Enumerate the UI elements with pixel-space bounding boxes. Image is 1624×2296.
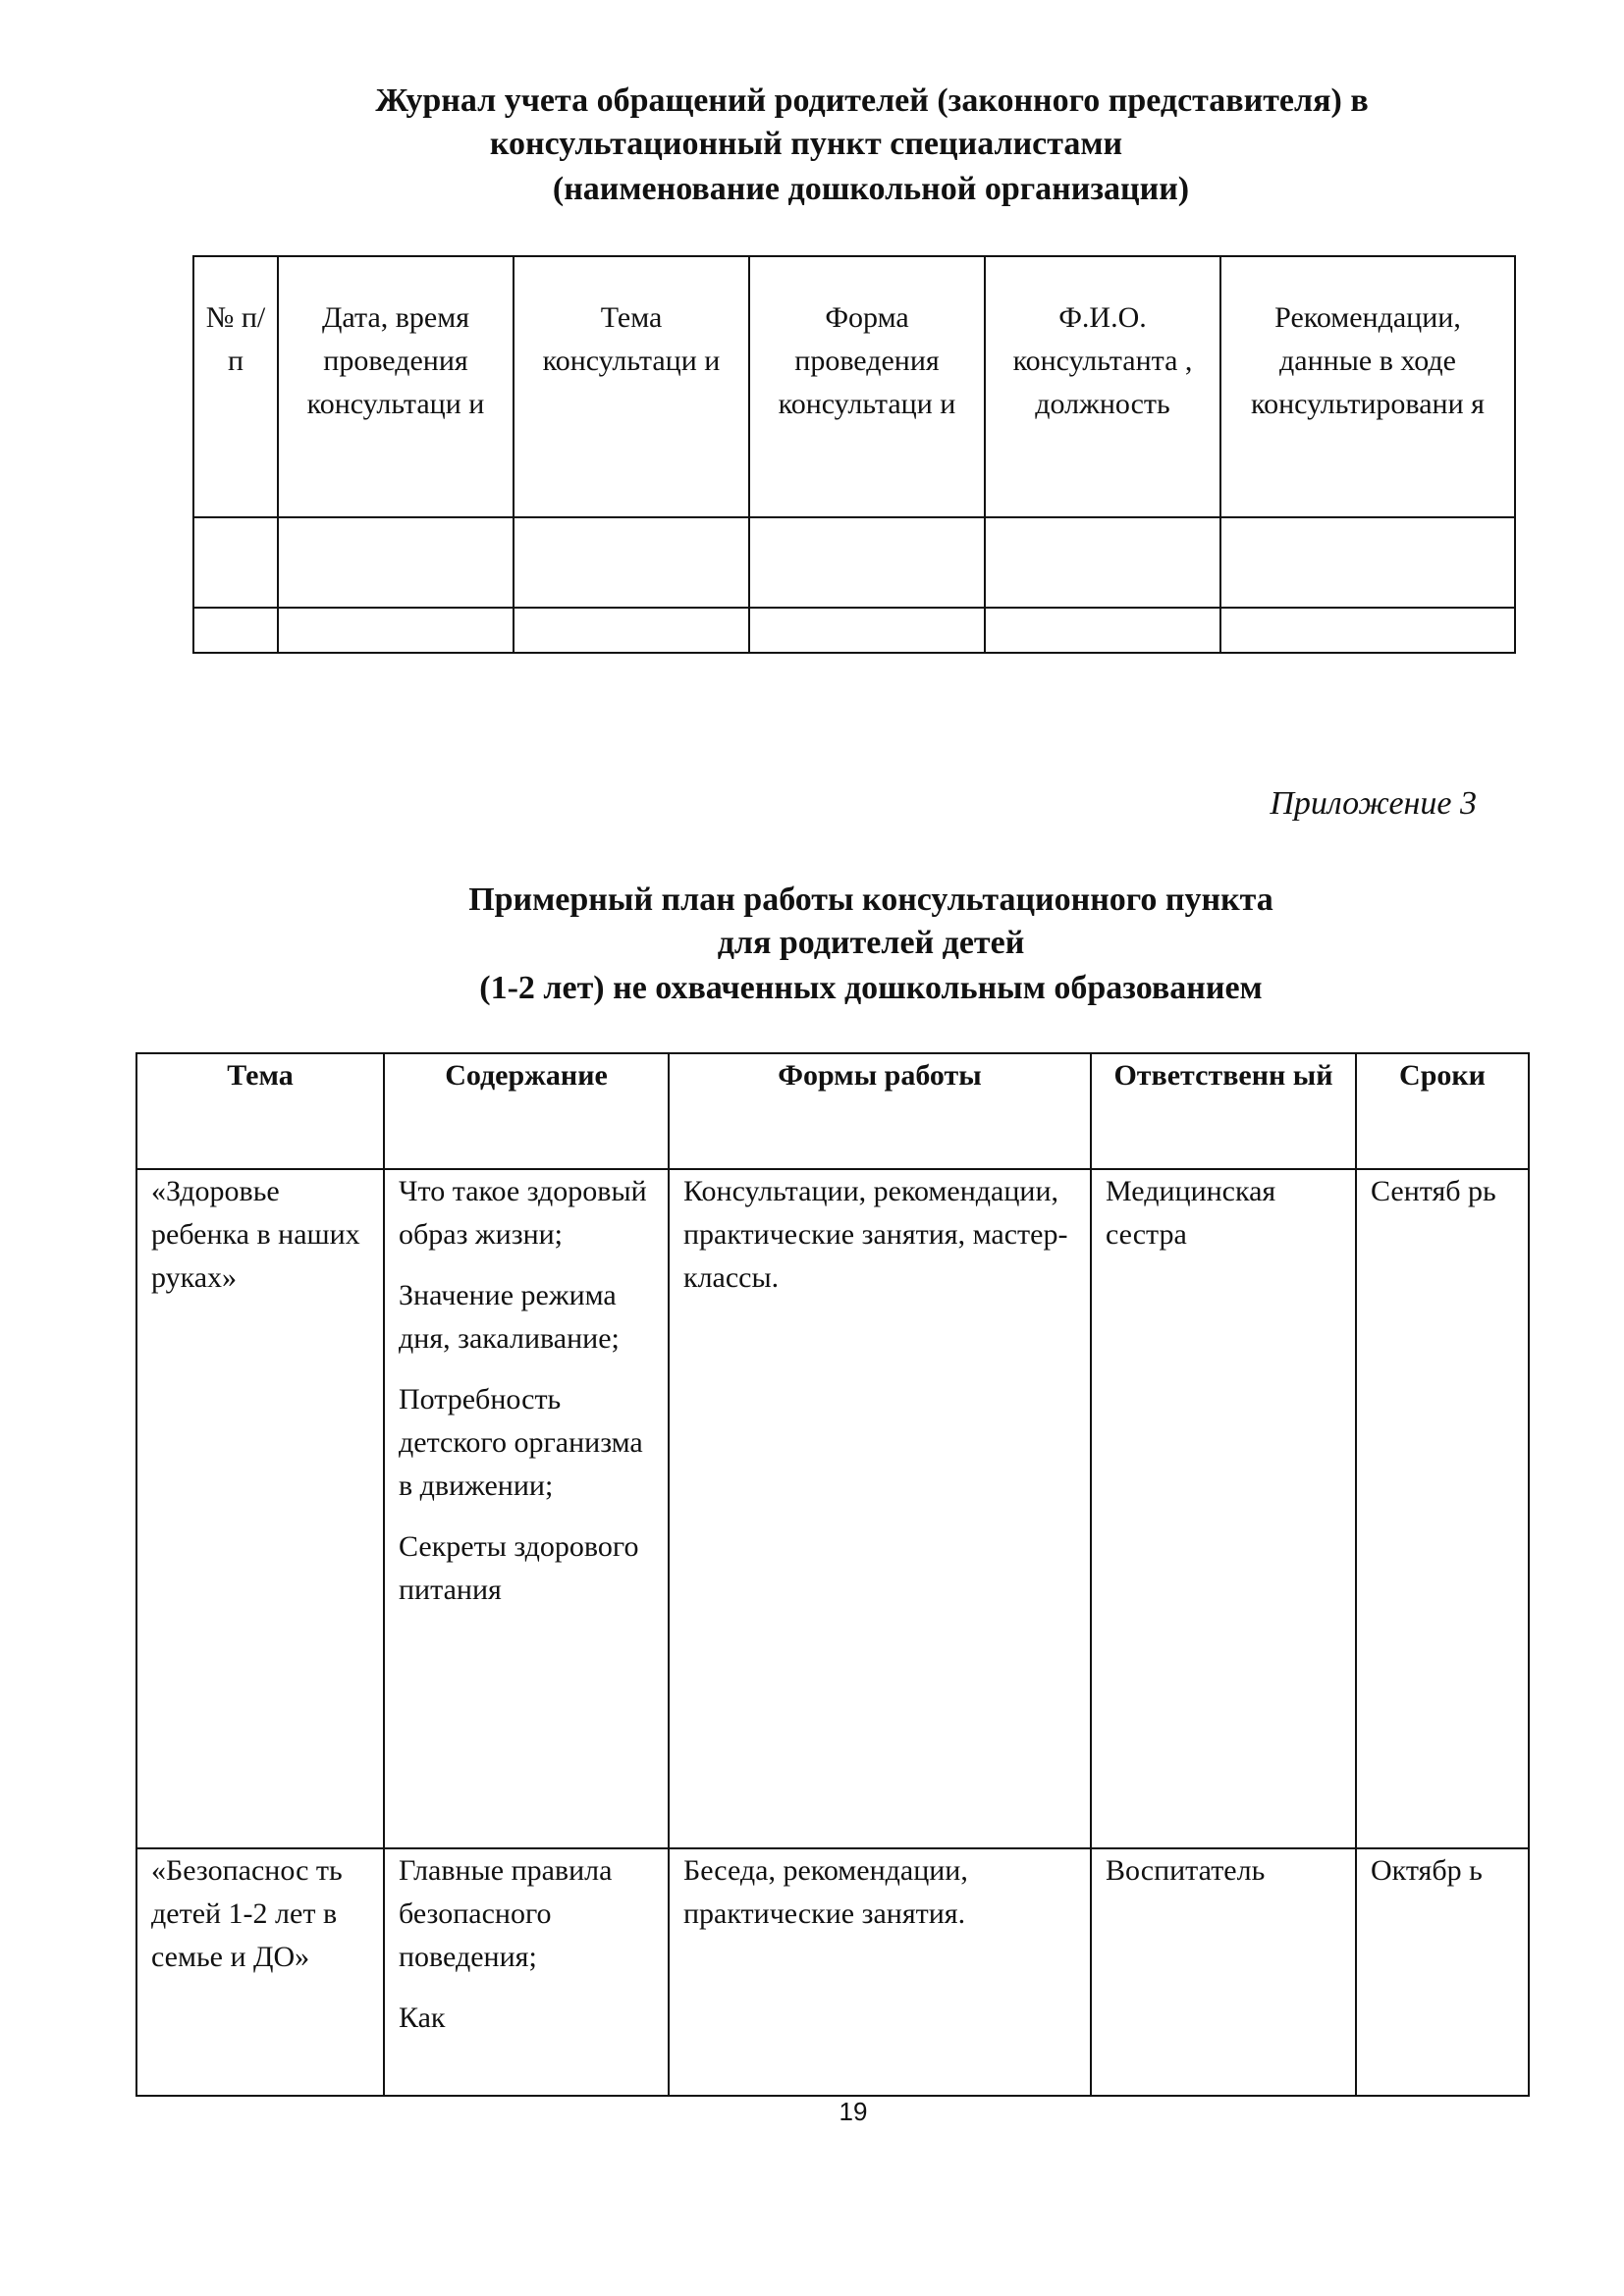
plan-topic-cell: «Безопаснос ть детей 1-2 лет в семье и ДО» (136, 1848, 384, 2096)
journal-empty-cell (193, 608, 278, 653)
plan-forms-cell: Беседа, рекомендации, практические занятия. (669, 1848, 1091, 2096)
plan-header-cell: Содержание (384, 1053, 669, 1169)
journal-empty-cell (749, 608, 985, 653)
journal-header-cell: Ф.И.О. консультанта , должность (985, 256, 1220, 517)
journal-empty-cell (514, 608, 749, 653)
journal-empty-cell (514, 517, 749, 608)
plan-content-item: Потребность детского организма в движении; (399, 1383, 643, 1502)
journal-header-cell: Форма проведения консультаци и (749, 256, 985, 517)
journal-table (192, 255, 1516, 654)
plan-header-row (136, 1053, 1529, 1169)
plan-responsible-cell: Медицинская сестра (1091, 1169, 1356, 1848)
journal-empty-cell (278, 608, 514, 653)
journal-header-row (193, 256, 1515, 517)
journal-empty-cell (749, 517, 985, 608)
plan-header-cell: Тема (136, 1053, 384, 1169)
journal-header-cell: № п/ п (193, 256, 278, 517)
journal-empty-cell (193, 517, 278, 608)
plan-content-cell (384, 1848, 669, 2096)
page-number: 19 (839, 2097, 868, 2126)
journal-title-line: консультационный пункт специалистами (489, 126, 1123, 162)
plan-row (136, 1848, 1529, 2096)
plan-forms-cell: Консультации, рекомендации, практические занятия, мастер-классы. (669, 1169, 1091, 1848)
journal-empty-cell (985, 608, 1220, 653)
plan-table (135, 1052, 1530, 2097)
plan-topic-cell: «Здоровье ребенка в наших руках» (136, 1169, 384, 1848)
journal-empty-cell (278, 517, 514, 608)
journal-header-cell: Тема консультаци и (514, 256, 749, 517)
plan-term-cell: Октябр ь (1356, 1848, 1529, 2096)
journal-empty-cell (1220, 517, 1515, 608)
journal-empty-cell (1220, 608, 1515, 653)
journal-title-line: Журнал учета обращений родителей (законного представителя) в (375, 82, 1369, 119)
plan-content-item: Что такое здоровый образ жизни; (399, 1175, 647, 1251)
plan-content-item: Значение режима дня, закаливание; (399, 1279, 620, 1355)
appendix-label: Приложение 3 (1270, 785, 1477, 822)
plan-content-item: Главные правила безопасного поведения; (399, 1854, 613, 1973)
journal-empty-row (193, 517, 1515, 608)
plan-responsible-cell: Воспитатель (1091, 1848, 1356, 2096)
journal-header-cell: Рекомендации, данные в ходе консультировани я (1220, 256, 1515, 517)
plan-title-line: Примерный план работы консультационного пункта (468, 881, 1273, 918)
plan-content-item: Секреты здорового питания (399, 1530, 639, 1606)
journal-title-line: (наименование дошкольной организации) (552, 171, 1190, 207)
journal-empty-cell (985, 517, 1220, 608)
journal-header-cell: Дата, время проведения консультаци и (278, 256, 514, 517)
plan-header-cell: Ответственн ый (1091, 1053, 1356, 1169)
plan-header-cell: Формы работы (669, 1053, 1091, 1169)
plan-row (136, 1169, 1529, 1848)
plan-term-cell: Сентяб рь (1356, 1169, 1529, 1848)
plan-title-line: для родителей детей (717, 925, 1025, 961)
plan-content-item: Как (399, 2002, 446, 2034)
plan-title-line: (1-2 лет) не охваченных дошкольным образованием (479, 970, 1263, 1006)
plan-content-cell (384, 1169, 669, 1848)
journal-empty-row (193, 608, 1515, 653)
plan-header-cell: Сроки (1356, 1053, 1529, 1169)
